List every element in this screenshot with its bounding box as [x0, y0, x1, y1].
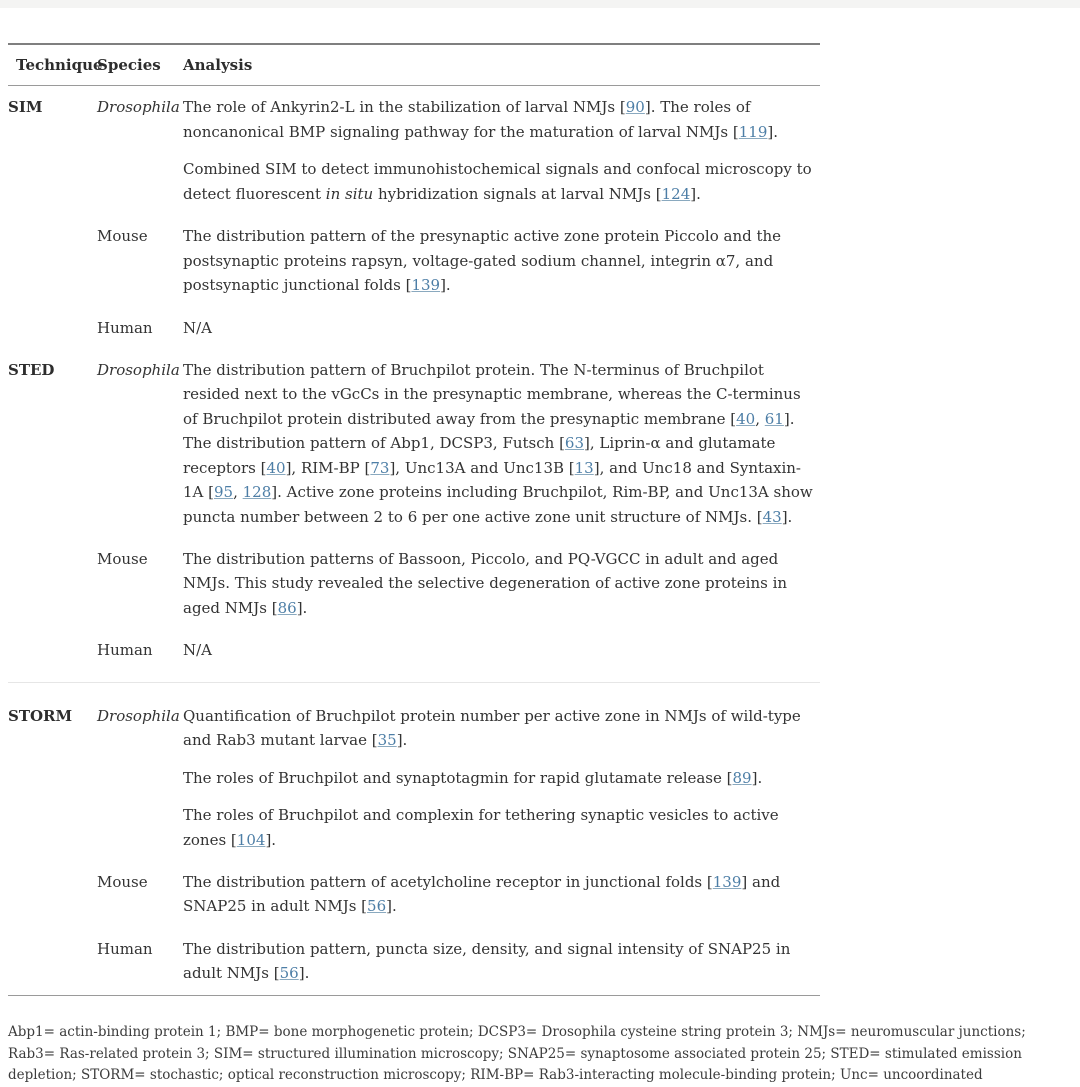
table-body	[8, 86, 820, 995]
analysis-cell	[183, 86, 820, 215]
species-cell: Human	[97, 641, 153, 660]
species-cell: Mouse	[97, 872, 148, 891]
top-strip	[0, 0, 1080, 8]
analysis-paragraph: The roles of Bruchpilot and complexin for tethering synaptic vesicles to active zones [104].	[183, 806, 779, 849]
analysis-paragraph: Quantification of Bruchpilot protein number per active zone in NMJs of wild-type and Rab3 mutant larvae [35].	[183, 706, 801, 750]
technique-cell	[8, 629, 97, 671]
table-row	[8, 86, 820, 215]
table-row	[8, 629, 820, 671]
technique-cell: STED	[8, 360, 55, 379]
citation-link[interactable]: 89	[732, 768, 752, 787]
citation-link[interactable]: 73	[370, 458, 390, 477]
analysis-cell	[183, 307, 820, 349]
citation-link[interactable]: 35	[377, 731, 397, 750]
species-cell: Mouse	[97, 550, 148, 568]
citation-link[interactable]: 40	[736, 409, 756, 428]
analysis-cell	[183, 695, 820, 861]
technique-cell	[8, 928, 97, 995]
analysis-paragraph: The roles of Bruchpilot and synaptotagmin for rapid glutamate release [89].	[183, 768, 763, 787]
section-divider	[8, 672, 820, 683]
techniques-table	[8, 43, 820, 996]
species-cell: Mouse	[97, 227, 148, 246]
citation-link[interactable]: 90	[625, 98, 645, 117]
citation-link[interactable]: 63	[564, 434, 585, 453]
citation-link[interactable]: 40	[266, 458, 286, 477]
species-cell: Drosophila	[97, 98, 180, 117]
species-cell: Human	[97, 318, 153, 337]
analysis-cell	[183, 928, 820, 995]
table-row	[8, 307, 820, 349]
analysis-paragraph: N/A	[183, 318, 213, 337]
citation-link[interactable]: 56	[367, 897, 387, 916]
species-cell: Human	[97, 939, 153, 958]
technique-cell	[8, 538, 97, 629]
abbreviations-footnote: Abp1= actin-binding protein 1; BMP= bone morphogenetic protein; DCSP3= Drosophila cysteine string protein 3; NMJs= neuromuscular junctions; Rab3= Ras-related protein 3; SIM= structured illumination microscopy; SNAP25= synaptosome associated protein 25; STED= stimulated emission depletion; STORM= stochastic; optical reconstruction microscopy; RIM-BP= Rab3-interacting molecule-binding protein; Unc= uncoordinated	[8, 1023, 1026, 1084]
analysis-paragraph: N/A	[183, 641, 213, 660]
italic-text: in situ	[325, 184, 374, 203]
citation-link[interactable]: 61	[764, 409, 784, 428]
citation-link[interactable]: 13	[574, 458, 594, 477]
section-divider-space	[8, 682, 820, 695]
technique-cell: STORM	[8, 706, 73, 725]
species-cell: Drosophila	[97, 706, 180, 725]
citation-link[interactable]: 86	[277, 598, 297, 617]
table-row	[8, 215, 820, 306]
analysis-paragraph: The distribution pattern of the presynaptic active zone protein Piccolo and the postsynaptic proteins rapsyn, voltage-gated sodium channel, integrin α7, and postsynaptic junctional folds [139].	[183, 227, 782, 295]
technique-cell	[8, 861, 97, 928]
citation-link[interactable]: 95	[214, 483, 234, 502]
table-row	[8, 928, 820, 995]
citation-link[interactable]: 56	[279, 964, 299, 983]
table-row	[8, 349, 820, 538]
column-header-species: Species	[97, 44, 183, 86]
table-row	[8, 538, 820, 629]
technique-cell	[8, 215, 97, 306]
citation-link[interactable]: 139	[411, 276, 441, 295]
citation-link[interactable]: 139	[712, 872, 742, 891]
analysis-paragraph: The distribution patterns of Bassoon, Piccolo, and PQ-VGCC in adult and aged NMJs. This study revealed the selective degeneration of active zone proteins in aged NMJs [86].	[183, 550, 788, 617]
citation-link[interactable]: 119	[738, 122, 768, 141]
analysis-paragraph: The distribution pattern of Bruchpilot protein. The N-terminus of Bruchpilot resided next to the vGcCs in the presynaptic membrane, whereas the C-terminus of Bruchpilot protein distributed away from the presynaptic membrane [40, 61]. The distribution pattern of Abp1, DCSP3, Futsch [63], Liprin-α and glutamate receptors [40], RIM-BP [73], Unc13A and Unc13B [13], and Unc18 and Syntaxin-1A [95, 128]. Active zone proteins including Bruchpilot, Rim-BP, and Unc13A show puncta number between 2 to 6 per one active zone unit structure of NMJs. [43].	[183, 360, 813, 526]
column-header-analysis: Analysis	[183, 44, 820, 86]
analysis-paragraph: The role of Ankyrin2-L in the stabilization of larval NMJs [90]. The roles of noncanonical BMP signaling pathway for the maturation of larval NMJs [119].	[183, 98, 779, 141]
analysis-cell	[183, 215, 820, 306]
analysis-paragraph: Combined SIM to detect immunohistochemical signals and confocal microscopy to detect fluorescent in situ hybridization signals at larval NMJs [124].	[183, 160, 812, 203]
citation-link[interactable]: 128	[242, 483, 272, 502]
citation-link[interactable]: 104	[236, 830, 266, 849]
analysis-cell	[183, 349, 820, 538]
technique-cell	[8, 307, 97, 349]
species-cell: Drosophila	[97, 360, 180, 379]
column-header-technique: Technique	[8, 44, 97, 86]
table-row	[8, 695, 820, 861]
citation-link[interactable]: 43	[762, 507, 782, 526]
technique-cell: SIM	[8, 98, 43, 117]
analysis-cell	[183, 861, 820, 928]
analysis-cell	[183, 538, 820, 629]
table-row	[8, 861, 820, 928]
analysis-paragraph: The distribution pattern, puncta size, density, and signal intensity of SNAP25 in adult NMJs [56].	[183, 939, 791, 983]
analysis-paragraph: The distribution pattern of acetylcholine receptor in junctional folds [139] and SNAP25 in adult NMJs [56].	[183, 872, 781, 916]
table-header-row	[8, 44, 820, 86]
citation-link[interactable]: 124	[661, 184, 691, 203]
analysis-cell	[183, 629, 820, 671]
